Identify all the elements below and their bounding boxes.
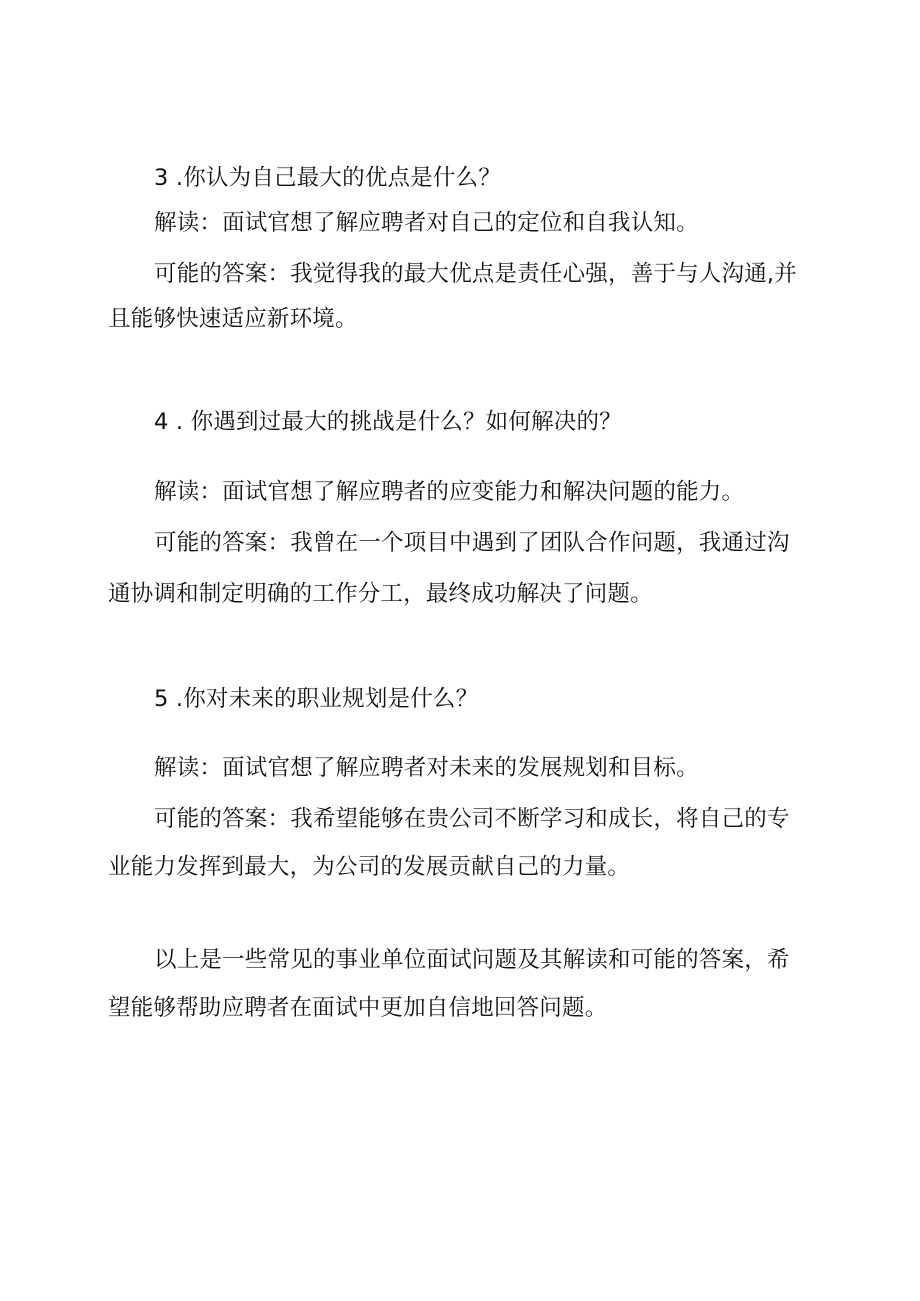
conclusion-line-2: 望能够帮助应聘者在面试中更加自信地回答问题。 xyxy=(108,995,608,1021)
question-3: 3 .你认为自己最大的优点是什么？ xyxy=(154,165,502,191)
answer-4-line-1: 可能的答案：我曾在一个项目中遇到了团队合作问题，我通过沟 xyxy=(154,530,790,556)
conclusion-line-1: 以上是一些常见的事业单位面试问题及其解读和可能的答案，希 xyxy=(154,947,790,973)
interpretation-3: 解读：面试官想了解应聘者对自己的定位和自我认知。 xyxy=(154,210,699,236)
interpretation-5: 解读：面试官想了解应聘者对未来的发展规划和目标。 xyxy=(154,755,699,781)
answer-4-line-2: 通协调和制定明确的工作分工，最终成功解决了问题。 xyxy=(108,581,653,607)
answer-3-line-1: 可能的答案：我觉得我的最大优点是责任心强，善于与人沟通,并 xyxy=(154,261,797,287)
answer-3-line-2: 且能够快速适应新环境。 xyxy=(108,306,358,332)
interpretation-4: 解读：面试官想了解应聘者的应变能力和解决问题的能力。 xyxy=(154,479,745,505)
question-5: 5 .你对未来的职业规划是什么？ xyxy=(154,686,479,712)
answer-5-line-2: 业能力发挥到最大，为公司的发展贡献自己的力量。 xyxy=(108,854,631,880)
answer-5-line-1: 可能的答案：我希望能够在贵公司不断学习和成长，将自己的专 xyxy=(154,806,790,832)
question-4: 4 . 你遇到过最大的挑战是什么？如何解决的？ xyxy=(154,409,622,435)
